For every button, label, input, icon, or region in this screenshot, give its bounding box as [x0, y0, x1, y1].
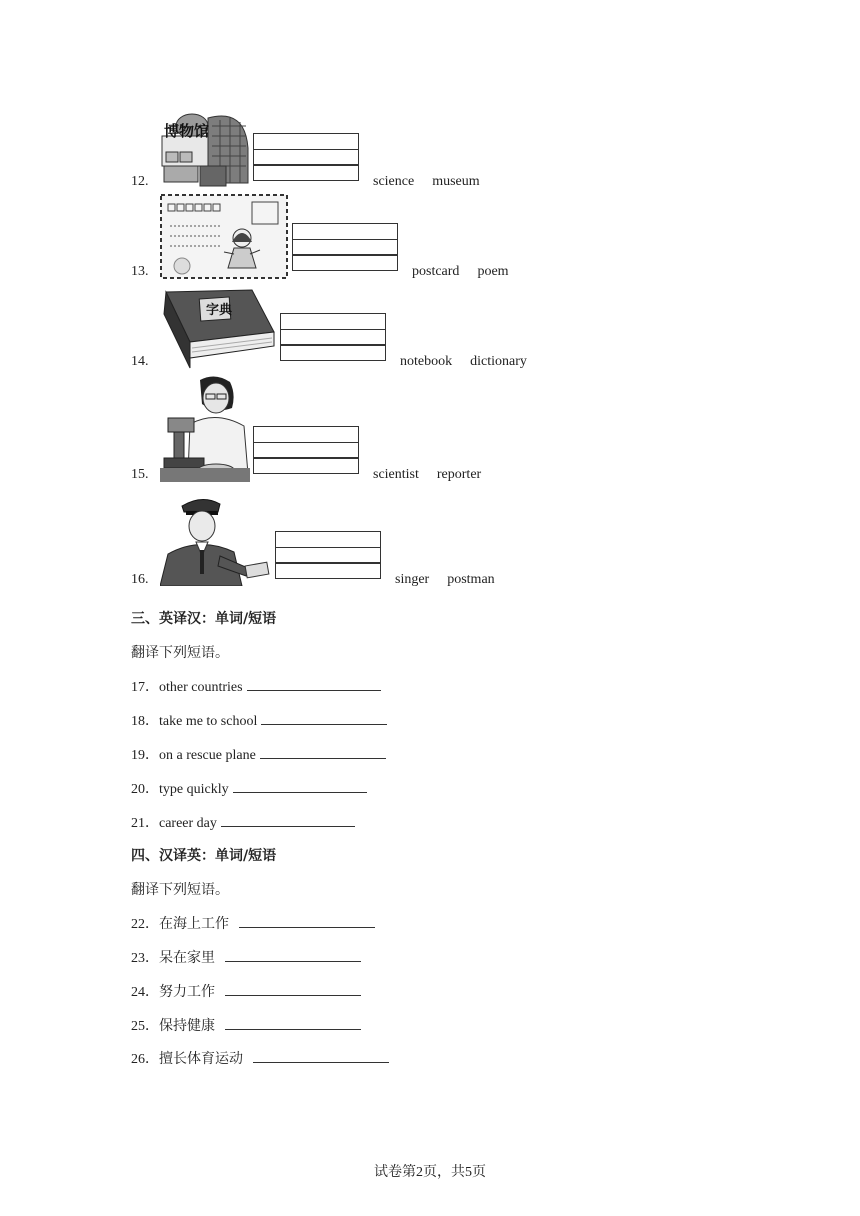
writing-lines[interactable]: [253, 133, 359, 181]
section-instruction: 翻译下列短语。: [131, 646, 229, 661]
option-word: poem: [477, 264, 509, 279]
item-number: 19．: [131, 748, 159, 763]
item-number: 25．: [131, 1019, 159, 1034]
answer-blank[interactable]: [233, 780, 367, 793]
dictionary-picture: [160, 288, 276, 370]
option-word: notebook: [400, 354, 453, 369]
answer-blank[interactable]: [221, 814, 355, 827]
translation-item: [131, 676, 381, 696]
translation-item: [131, 778, 367, 798]
item-text: type quickly: [159, 782, 229, 797]
word-options: [373, 174, 480, 190]
word-options: [373, 467, 481, 483]
item-number: 26．: [131, 1052, 159, 1067]
museum-sign-text: 博物馆: [164, 122, 210, 140]
translation-item: [131, 947, 361, 967]
writing-lines[interactable]: [292, 223, 398, 271]
item-text: 在海上工作: [159, 917, 229, 932]
translation-item: [131, 913, 375, 933]
item-number: 24．: [131, 985, 159, 1000]
dictionary-cover-text: 字典: [206, 303, 233, 318]
item-number: 21．: [131, 816, 159, 831]
item-text: 呆在家里: [159, 951, 215, 966]
item-text: on a rescue plane: [159, 748, 256, 763]
translation-item: [131, 812, 355, 832]
word-options: [412, 264, 509, 280]
item-number: 22．: [131, 917, 159, 932]
option-word: postcard: [412, 264, 460, 279]
answer-blank[interactable]: [239, 915, 375, 928]
item-number: 20．: [131, 782, 159, 797]
question-number: 12.: [131, 174, 149, 189]
option-word: singer: [395, 572, 430, 587]
option-word: science: [373, 174, 415, 189]
answer-blank[interactable]: [225, 949, 361, 962]
item-number: 17．: [131, 680, 159, 695]
answer-blank[interactable]: [261, 712, 387, 725]
option-word: dictionary: [470, 354, 527, 369]
scientist-picture: [160, 374, 250, 482]
question-number: 16.: [131, 572, 149, 587]
answer-blank[interactable]: [247, 678, 381, 691]
item-text: take me to school: [159, 714, 258, 729]
postman-picture: [160, 494, 272, 586]
item-number: 18．: [131, 714, 159, 729]
answer-blank[interactable]: [260, 746, 386, 759]
writing-lines[interactable]: [253, 426, 359, 474]
question-number: 13.: [131, 264, 149, 279]
question-number: 14.: [131, 354, 149, 369]
option-word: reporter: [436, 467, 482, 482]
museum-picture: [160, 108, 250, 188]
item-text: 保持健康: [159, 1019, 215, 1034]
answer-blank[interactable]: [253, 1050, 389, 1063]
writing-lines[interactable]: [280, 313, 386, 361]
option-word: postman: [447, 572, 495, 587]
section-instruction: 翻译下列短语。: [131, 883, 229, 898]
section-heading: 四、汉译英：单词/短语: [131, 848, 277, 864]
word-options: [395, 572, 495, 588]
item-text: 擅长体育运动: [159, 1052, 243, 1067]
answer-blank[interactable]: [225, 1017, 361, 1030]
postcard-picture: [160, 194, 288, 279]
item-number: 23．: [131, 951, 159, 966]
writing-lines[interactable]: [275, 531, 381, 579]
translation-item: [131, 710, 387, 730]
answer-blank[interactable]: [225, 983, 361, 996]
translation-item: [131, 1048, 389, 1068]
option-word: museum: [432, 174, 480, 189]
page-footer: 试卷第2页，共5页: [374, 1165, 486, 1180]
option-word: scientist: [373, 467, 419, 482]
item-text: other countries: [159, 680, 243, 695]
translation-item: [131, 981, 361, 1001]
item-text: 努力工作: [159, 985, 215, 1000]
word-options: [400, 354, 527, 370]
translation-item: [131, 1015, 361, 1035]
translation-item: [131, 744, 386, 764]
item-text: career day: [159, 816, 217, 831]
question-number: 15.: [131, 467, 149, 482]
section-heading: 三、英译汉：单词/短语: [131, 611, 277, 627]
